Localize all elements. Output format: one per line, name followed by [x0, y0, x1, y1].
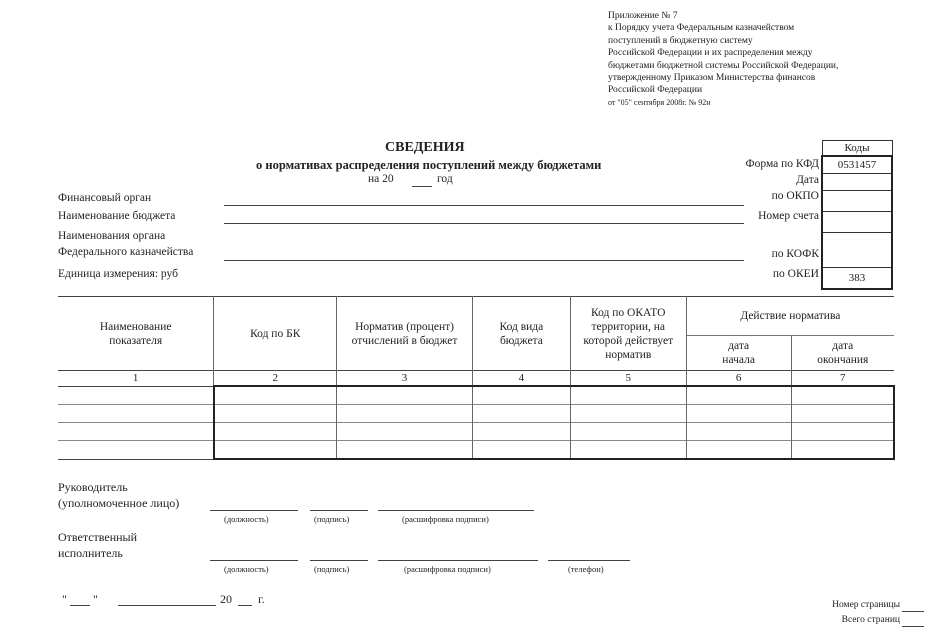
col-okato-code: [570, 297, 686, 371]
table-cell[interactable]: [472, 441, 570, 460]
col-start-date-l2: начала: [722, 354, 755, 366]
table-cell[interactable]: [214, 386, 337, 405]
table-cell[interactable]: [337, 423, 473, 441]
okpo-label: по ОКПО: [771, 190, 819, 202]
date-quote-open: ": [62, 592, 67, 606]
executor-label-line2: исполнитель: [58, 546, 123, 560]
col-budget-type-l1: Код вида: [499, 320, 544, 333]
form-kfd-label: Форма по КФД: [745, 158, 819, 170]
appendix-note: [608, 10, 908, 109]
head-signature-field[interactable]: [310, 510, 368, 511]
year-suffix: год: [437, 173, 453, 185]
year-blank[interactable]: [412, 186, 432, 187]
account-code-cell[interactable]: [822, 212, 892, 233]
head-signature-caption: (подпись): [314, 514, 350, 524]
table-cell[interactable]: [58, 441, 214, 460]
col-number: 3: [337, 371, 473, 387]
col-number: 2: [214, 371, 337, 387]
normatives-table: [58, 296, 895, 460]
table-cell[interactable]: [686, 386, 791, 405]
total-pages-label: Всего страниц: [841, 615, 900, 625]
date-quote-close: ": [93, 592, 98, 606]
head-position-caption: (должность): [224, 514, 269, 524]
document-subtitle: о нормативах распределения поступлений между бюджетами: [256, 158, 602, 172]
col-budget-type-code: [472, 297, 570, 371]
year-prefix: на 20: [368, 173, 394, 185]
col-normative-percent: [337, 297, 473, 371]
executor-decoding-caption: (расшифровка подписи): [404, 564, 491, 574]
table-cell[interactable]: [791, 405, 894, 423]
executor-signature-caption: (подпись): [314, 564, 350, 574]
table-cell[interactable]: [58, 405, 214, 423]
table-cell[interactable]: [472, 423, 570, 441]
fin-organ-field[interactable]: [224, 205, 744, 206]
treasury-label-line2: Федерального казначейства: [58, 246, 194, 258]
table-cell[interactable]: [472, 386, 570, 405]
col-bk-code: Код по БК: [214, 297, 337, 371]
executor-signature-field[interactable]: [310, 560, 368, 561]
col-okato-l3: которой действует: [583, 334, 674, 347]
appendix-line: Российской Федерации: [608, 85, 703, 96]
table-cell[interactable]: [337, 405, 473, 423]
table-cell[interactable]: [686, 405, 791, 423]
table-cell[interactable]: [570, 441, 686, 460]
date-year-field[interactable]: [238, 605, 252, 606]
table-cell[interactable]: [58, 386, 214, 405]
table-cell[interactable]: [472, 405, 570, 423]
appendix-line: Российской Федерации и их распределения между: [608, 48, 813, 59]
head-position-field[interactable]: [210, 510, 298, 511]
table-cell[interactable]: [570, 386, 686, 405]
executor-position-caption: (должность): [224, 564, 269, 574]
page-number-field[interactable]: [902, 611, 924, 612]
table-row: [58, 441, 894, 460]
col-number: 1: [58, 371, 214, 387]
form-kfd-code: 0531457: [822, 156, 892, 174]
col-okato-l4: норматив: [605, 348, 652, 361]
table-cell[interactable]: [58, 423, 214, 441]
appendix-line: утвержденному Приказом Министерства финансов: [608, 73, 816, 84]
head-decoding-field[interactable]: [378, 510, 534, 511]
col-number: 4: [472, 371, 570, 387]
head-label-line2: (уполномоченное лицо): [58, 496, 180, 510]
appendix-line: поступлений в бюджетную систему: [608, 35, 753, 46]
executor-phone-field[interactable]: [548, 560, 630, 561]
executor-label-line1: Ответственный: [58, 530, 138, 544]
budget-name-label: Наименование бюджета: [58, 210, 176, 222]
date-day-field[interactable]: [70, 605, 90, 606]
table-cell[interactable]: [214, 405, 337, 423]
head-label-line1: Руководитель: [58, 480, 128, 494]
col-indicator-name-l1: Наименование: [99, 320, 172, 333]
table-cell[interactable]: [686, 441, 791, 460]
fin-organ-label: Финансовый орган: [58, 192, 152, 204]
table-row: [58, 386, 894, 405]
col-start-date-l1: дата: [728, 340, 750, 352]
okei-label: по ОКЕИ: [772, 268, 819, 280]
table-cell[interactable]: [686, 423, 791, 441]
col-normative-l1: Норматив (процент): [355, 320, 454, 333]
kofk-label: по КОФК: [771, 248, 819, 260]
col-end-date-l2: окончания: [817, 354, 869, 366]
table-cell[interactable]: [214, 423, 337, 441]
document-title: СВЕДЕНИЯ: [385, 140, 465, 155]
kofk-code-cell[interactable]: [822, 233, 892, 268]
appendix-line: от "05" сентября 2008г. № 92н: [608, 97, 711, 107]
table-cell[interactable]: [791, 386, 894, 405]
okei-code: 383: [822, 268, 892, 290]
date-code-cell[interactable]: [822, 174, 892, 191]
col-indicator-name: [58, 297, 214, 371]
table-cell[interactable]: [570, 405, 686, 423]
col-group-normative-action: Действие норматива: [686, 297, 894, 336]
account-label: Номер счета: [758, 210, 819, 222]
table-cell[interactable]: [791, 441, 894, 460]
table-cell[interactable]: [337, 386, 473, 405]
col-okato-l1: Код по ОКАТО: [591, 306, 666, 319]
head-decoding-caption: (расшифровка подписи): [402, 514, 489, 524]
date-year-suffix: г.: [258, 592, 265, 606]
col-budget-type-l2: бюджета: [499, 334, 543, 347]
executor-phone-caption: (телефон): [568, 564, 604, 574]
appendix-line: к Порядку учета Федеральным казначейством: [608, 23, 795, 34]
table-cell[interactable]: [214, 441, 337, 460]
codes-header: Коды: [822, 141, 892, 157]
codes-box: [821, 140, 893, 290]
table-row: [58, 423, 894, 441]
table-cell[interactable]: [570, 423, 686, 441]
okpo-code-cell[interactable]: [822, 191, 892, 212]
col-end-date-l1: дата: [832, 340, 854, 352]
budget-name-field[interactable]: [224, 223, 744, 224]
col-normative-l2: отчислений в бюджет: [351, 334, 458, 347]
appendix-line: бюджетами бюджетной системы Российской Федерации,: [608, 60, 839, 71]
table-cell[interactable]: [791, 423, 894, 441]
col-number: 6: [686, 371, 791, 387]
treasury-field[interactable]: [224, 260, 744, 261]
date-month-field[interactable]: [118, 605, 216, 606]
page-number-label: Номер страницы: [832, 600, 900, 610]
executor-decoding-field[interactable]: [378, 560, 538, 561]
col-okato-l2: территории, на: [591, 320, 665, 333]
unit-label: Единица измерения: руб: [58, 268, 178, 280]
executor-position-field[interactable]: [210, 560, 298, 561]
col-number: 7: [791, 371, 894, 387]
col-number: 5: [570, 371, 686, 387]
date-year-prefix: 20: [220, 592, 232, 606]
total-pages-field[interactable]: [902, 626, 924, 627]
col-indicator-name-l2: показателя: [109, 334, 163, 347]
date-label: Дата: [796, 174, 819, 186]
appendix-line: Приложение № 7: [608, 11, 678, 21]
table-row: [58, 405, 894, 423]
col-start-date: [686, 336, 791, 371]
table-cell[interactable]: [337, 441, 473, 460]
treasury-label-line1: Наименования органа: [58, 230, 166, 242]
col-end-date: [791, 336, 894, 371]
